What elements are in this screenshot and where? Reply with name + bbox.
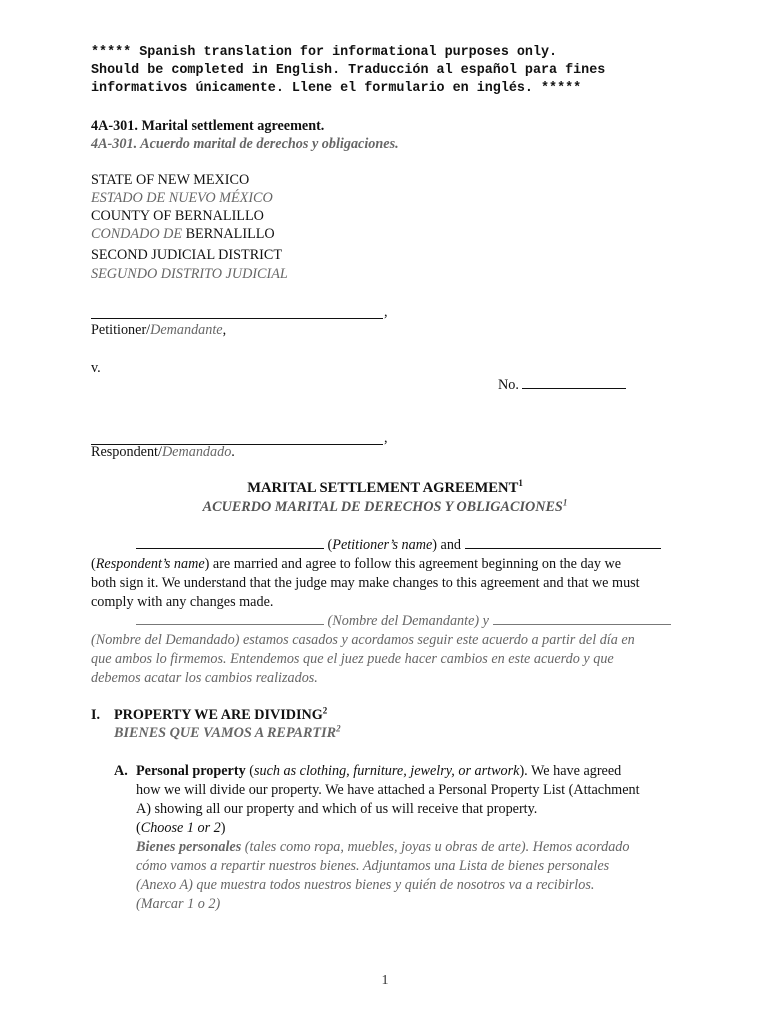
state-es: ESTADO DE NUEVO MÉXICO xyxy=(91,190,273,206)
es-petitioner-hint: (Nombre del Demandante) y xyxy=(327,613,489,629)
heading-en-text: MARITAL SETTLEMENT AGREEMENT xyxy=(247,480,519,496)
section-1-title-es-text: BIENES QUE VAMOS A REPARTIR xyxy=(114,725,337,741)
intro-es-line-3: que ambos lo firmemos. Entendemos que el juez puede hacer cambios en este acuerdo y que xyxy=(91,651,614,667)
respondent-label-es: Demandado xyxy=(161,444,232,460)
notice-line-1: ***** Spanish translation for informational purposes only. xyxy=(91,45,558,60)
section-1-title-en xyxy=(114,706,327,725)
intro-en: (Petitioner’s name) and (Respondent’s name) are married and agree to follow this agreement beginning on the day we both sign it. We understand that the judge may make changes to this agreement and that we must comply with any changes made. xyxy=(91,536,677,612)
notice-line-3: informativos únicamente. Llene el formulario en inglés. ***** xyxy=(91,81,582,97)
item-a-examples-en: such as clothing, furniture, jewelry, or artwork xyxy=(253,763,520,779)
heading-es-text: ACUERDO MARITAL DE DERECHOS Y OBLIGACIONES xyxy=(202,499,563,515)
item-a-text-en-1: ). We have agreed xyxy=(519,763,622,779)
es-petitioner-name-blank[interactable] xyxy=(136,612,324,625)
item-a-text-es-2: cómo vamos a repartir nuestros bienes. Adjuntamos una Lista de bienes personales xyxy=(136,858,610,874)
intro-es-line-4: debemos acatar los cambios realizados. xyxy=(91,670,318,686)
county-en: COUNTY OF BERNALILLO xyxy=(91,208,264,224)
item-a-text-es-1: (tales como ropa, muebles, joyas u obras de arte). Hemos acordado xyxy=(244,839,630,855)
form-title-es: 4A-301. Acuerdo marital de derechos y obligaciones. xyxy=(91,136,399,152)
heading-footnote-es: 1 xyxy=(562,497,568,508)
respondent-label: Respondent/Demandado. xyxy=(91,444,235,460)
section-1-title-es xyxy=(114,724,341,743)
item-a-text-en-2: how we will divide our property. We have attached a Personal Property List (Attachment xyxy=(136,782,640,798)
respondent-label-en: Respondent/ xyxy=(91,444,162,460)
item-a-title-es: Bienes personales xyxy=(136,839,242,855)
translation-notice xyxy=(91,44,691,99)
district-en: SECOND JUDICIAL DISTRICT xyxy=(91,247,283,263)
item-a-letter: A. xyxy=(114,763,128,779)
form-title-en: 4A-301. Marital settlement agreement. xyxy=(91,118,325,134)
petitioner-label-es: Demandante xyxy=(150,322,223,338)
state-en: STATE OF NEW MEXICO xyxy=(91,172,250,188)
section-1-footnote-es: 2 xyxy=(336,723,341,734)
case-number-label: No. xyxy=(498,377,519,393)
petitioner-comma: , xyxy=(384,304,388,320)
item-a-body: Personal property (such as clothing, furniture, jewelry, or artwork). We have agreed how we will divide our property. We have attached a Personal Property List (Attachment A) showing all our property and which of us will receive that property. (Choose 1 or 2) Bienes personales (tales como ropa, muebles, joyas u obras de arte). Hemos acordado cómo vamos a repartir nuestros bienes. Adjuntamos una Lista de bienes personales (Anexo A) que muestra todos nuestros bienes y quién de nosotros va a recibirlos. (Marcar 1 o 2) xyxy=(136,762,676,914)
item-a-text-en-3: A) showing all our property and which of us will receive that property. xyxy=(136,801,538,817)
agreement-heading-es xyxy=(0,498,770,517)
respondent-name-blank[interactable] xyxy=(465,536,661,549)
versus: v. xyxy=(91,360,101,376)
intro-en-line-1: are married and agree to follow this agreement beginning on the day we xyxy=(212,556,622,572)
petitioner-name-hint: Petitioner’s name xyxy=(332,537,433,553)
es-respondent-name-blank[interactable] xyxy=(493,612,671,625)
intro-es xyxy=(91,612,677,688)
item-a-choose-es: (Marcar 1 o 2) xyxy=(136,896,221,912)
case-number xyxy=(498,376,626,395)
county-es xyxy=(91,225,275,244)
county-es-prefix: CONDADO DE xyxy=(91,226,183,242)
petitioner-name-field[interactable] xyxy=(91,304,383,319)
intro-and: and xyxy=(440,537,462,553)
notice-line-2: Should be completed in English. Traducción al español para fines xyxy=(91,63,606,79)
section-1-numeral: I. xyxy=(91,707,101,723)
item-a-text-es-3: (Anexo A) que muestra todos nuestros bienes y quién de nosotros va a recibirlos. xyxy=(136,877,595,893)
agreement-heading-en xyxy=(0,479,770,498)
case-number-field[interactable] xyxy=(522,376,626,389)
respondent-comma: , xyxy=(384,430,388,446)
district-es: SEGUNDO DISTRITO JUDICIAL xyxy=(91,266,288,282)
petitioner-label-en: Petitioner/ xyxy=(91,322,151,338)
section-1-title-en-text: PROPERTY WE ARE DIVIDING xyxy=(114,707,323,723)
respondent-name-hint: Respondent’s name xyxy=(95,556,205,572)
intro-en-line-2: both sign it. We understand that the judge may make changes to this agreement and that we must xyxy=(91,575,640,591)
item-a-title-en: Personal property xyxy=(136,763,246,779)
item-a-choose-en: Choose 1 or 2 xyxy=(140,820,221,836)
heading-footnote-en: 1 xyxy=(518,478,523,489)
section-1-footnote-en: 2 xyxy=(322,705,328,716)
petitioner-label: Petitioner/Demandante, xyxy=(91,322,227,338)
intro-en-line-3: comply with any changes made. xyxy=(91,594,274,610)
petitioner-name-blank[interactable] xyxy=(136,536,324,549)
county-es-name: BERNALILLO xyxy=(185,226,275,242)
intro-es-line-2: (Nombre del Demandado) estamos casados y acordamos seguir este acuerdo a partir del día en xyxy=(91,632,635,648)
page-number: 1 xyxy=(381,973,389,988)
